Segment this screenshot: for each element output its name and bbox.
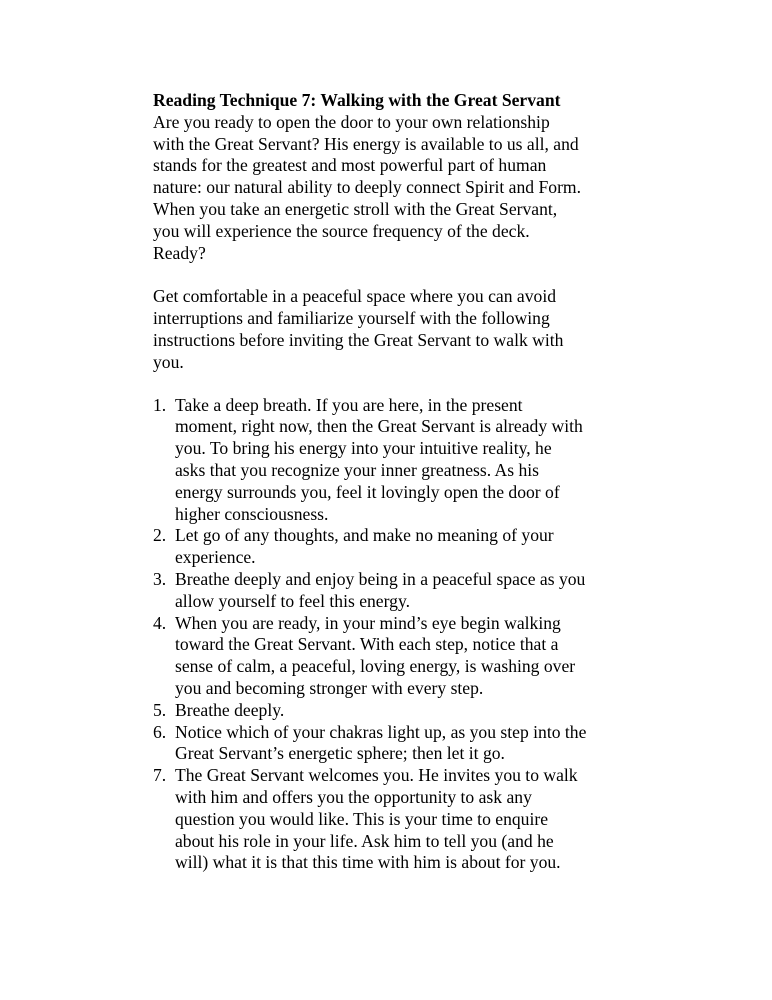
list-item-step-4 bbox=[153, 613, 623, 700]
step-text bbox=[175, 765, 623, 874]
text-line: interruptions and familiarize yourself with the following bbox=[153, 308, 550, 329]
text-line: question you would like. This is your time to enquire bbox=[175, 808, 549, 829]
text-line: Ready? bbox=[153, 242, 206, 263]
step-text bbox=[175, 395, 623, 526]
text-line: you. bbox=[153, 351, 184, 372]
text-line: Are you ready to open the door to your own relationship bbox=[153, 111, 550, 132]
text-line: stands for the greatest and most powerful part of human bbox=[153, 155, 547, 176]
text-line: The Great Servant welcomes you. He invites you to walk bbox=[175, 765, 578, 786]
text-line: Great Servant’s energetic sphere; then let it go. bbox=[175, 743, 505, 764]
text-line: will) what it is that this time with him is about for you. bbox=[175, 852, 561, 873]
step-number: 4. bbox=[153, 612, 167, 633]
step-text bbox=[175, 700, 623, 722]
step-number: 2. bbox=[153, 525, 167, 546]
step-text bbox=[175, 613, 623, 700]
text-line: with him and offers you the opportunity to ask any bbox=[175, 786, 532, 807]
text-line: Get comfortable in a peaceful space where you can avoid bbox=[153, 286, 556, 307]
step-number: 1. bbox=[153, 394, 167, 415]
text-line: Let go of any thoughts, and make no meaning of your bbox=[175, 525, 554, 546]
step-text bbox=[175, 569, 623, 613]
text-line: experience. bbox=[175, 547, 256, 568]
text-line: Take a deep breath. If you are here, in the present bbox=[175, 394, 523, 415]
list-item-step-1 bbox=[153, 395, 623, 526]
text-line: sense of calm, a peaceful, loving energy, is washing over bbox=[175, 656, 576, 677]
step-number: 3. bbox=[153, 568, 167, 589]
list-item-step-5 bbox=[153, 700, 623, 722]
list-item-step-2 bbox=[153, 525, 623, 569]
preparation-paragraph bbox=[153, 286, 623, 373]
text-line: asks that you recognize your inner greatness. As his bbox=[175, 459, 540, 480]
step-text bbox=[175, 722, 623, 766]
text-line: Notice which of your chakras light up, as you step into the bbox=[175, 721, 587, 742]
step-number: 5. bbox=[153, 699, 167, 720]
list-item-step-7 bbox=[153, 765, 623, 874]
document-title: Reading Technique 7: Walking with the Great Servant bbox=[153, 90, 561, 110]
steps-list bbox=[153, 395, 623, 875]
text-line: allow yourself to feel this energy. bbox=[175, 590, 411, 611]
text-line: you and becoming stronger with every step. bbox=[175, 677, 484, 698]
text-line: When you are ready, in your mind’s eye begin walking bbox=[175, 612, 561, 633]
step-text bbox=[175, 525, 623, 569]
step-number: 6. bbox=[153, 721, 167, 742]
text-line: you. To bring his energy into your intuitive reality, he bbox=[175, 438, 552, 459]
text-line: When you take an energetic stroll with the Great Servant, bbox=[153, 198, 558, 219]
step-number: 7. bbox=[153, 765, 167, 786]
text-line: Breathe deeply and enjoy being in a peaceful space as you bbox=[175, 568, 586, 589]
text-line: instructions before inviting the Great Servant to walk with bbox=[153, 329, 564, 350]
text-line: Breathe deeply. bbox=[175, 699, 285, 720]
text-line: toward the Great Servant. With each step, notice that a bbox=[175, 634, 559, 655]
text-line: nature: our natural ability to deeply connect Spirit and Form. bbox=[153, 177, 582, 198]
text-line: about his role in your life. Ask him to tell you (and he bbox=[175, 830, 554, 851]
text-line: you will experience the source frequency of the deck. bbox=[153, 220, 530, 241]
text-line: energy surrounds you, feel it lovingly open the door of bbox=[175, 481, 560, 502]
intro-paragraph bbox=[153, 112, 623, 265]
text-line: moment, right now, then the Great Servant is already with bbox=[175, 416, 583, 437]
list-item-step-3 bbox=[153, 569, 623, 613]
text-line: higher consciousness. bbox=[175, 503, 329, 524]
text-line: with the Great Servant? His energy is available to us all, and bbox=[153, 133, 579, 154]
list-item-step-6 bbox=[153, 722, 623, 766]
document-page bbox=[153, 90, 623, 874]
